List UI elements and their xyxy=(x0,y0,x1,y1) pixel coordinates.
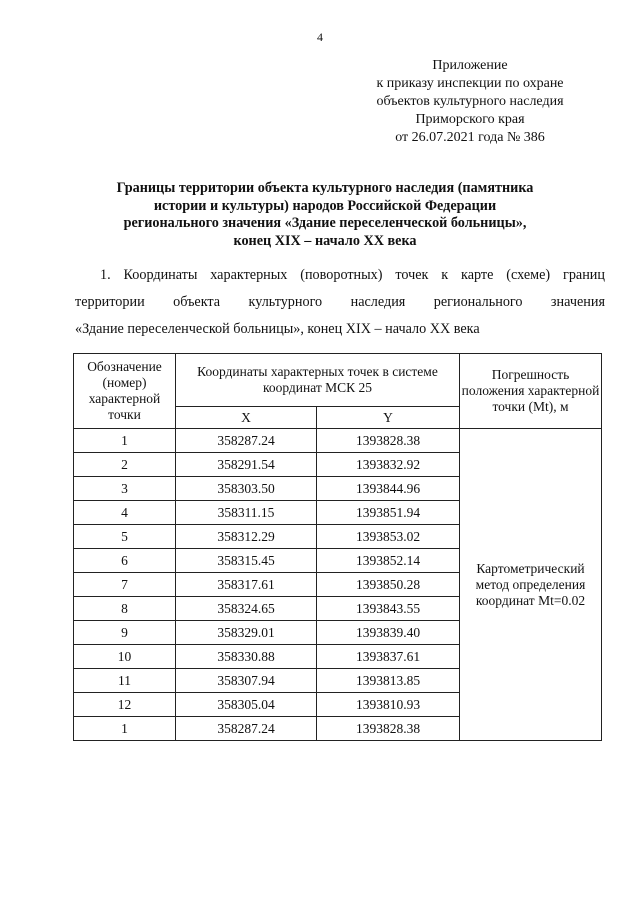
table-header-row xyxy=(74,354,602,407)
cell-point: 2 xyxy=(74,453,176,477)
cell-y: 1393853.02 xyxy=(317,525,460,549)
appendix-block xyxy=(350,57,590,147)
table-row xyxy=(74,429,602,453)
coordinates-table xyxy=(73,353,602,741)
paragraph-line-3: «Здание переселенческой больницы», конец XIX – начало XX века xyxy=(75,321,480,337)
cell-x: 358324.65 xyxy=(176,597,317,621)
title-line: Границы территории объекта культурного наследия (памятника xyxy=(116,180,534,196)
cell-x: 358330.88 xyxy=(176,645,317,669)
paragraph-line-2: территории объекта культурного наследия регионального значения xyxy=(75,294,605,310)
cell-point: 1 xyxy=(74,717,176,741)
title-line: регионального значения «Здание переселенческой больницы», xyxy=(123,215,527,231)
appendix-line: от 26.07.2021 года № 386 xyxy=(395,130,545,145)
cell-y: 1393837.61 xyxy=(317,645,460,669)
cell-y: 1393813.85 xyxy=(317,669,460,693)
cell-point: 4 xyxy=(74,501,176,525)
cell-point: 5 xyxy=(74,525,176,549)
cell-x: 358317.61 xyxy=(176,573,317,597)
cell-x: 358307.94 xyxy=(176,669,317,693)
appendix-line: к приказу инспекции по охране xyxy=(376,76,564,91)
page-number: 4 xyxy=(317,30,323,44)
cell-y: 1393828.38 xyxy=(317,717,460,741)
cell-x: 358291.54 xyxy=(176,453,317,477)
paragraph-line-1: 1. Координаты характерных (поворотных) точек к карте (схеме) границ xyxy=(100,267,605,283)
title-line: конец XIX – начало XX века xyxy=(233,232,417,249)
header-x-cell: X xyxy=(176,407,317,429)
cell-y: 1393844.96 xyxy=(317,477,460,501)
cell-x: 358305.04 xyxy=(176,693,317,717)
cell-point: 8 xyxy=(74,597,176,621)
title-line: истории и культуры) народов Российской Федерации xyxy=(153,197,497,214)
cell-y: 1393839.40 xyxy=(317,621,460,645)
cell-y: 1393850.28 xyxy=(317,573,460,597)
header-point-cell: Обозначение (номер) характерной точки xyxy=(74,354,176,429)
cell-x: 358312.29 xyxy=(176,525,317,549)
header-error-cell: Погрешность положения характерной точки (Mt), м xyxy=(460,354,602,429)
cell-y: 1393832.92 xyxy=(317,453,460,477)
appendix-line: объектов культурного наследия xyxy=(376,94,564,109)
cell-y: 1393810.93 xyxy=(317,693,460,717)
cell-point: 12 xyxy=(74,693,176,717)
document-title xyxy=(90,180,560,250)
cell-x: 358303.50 xyxy=(176,477,317,501)
cell-y: 1393851.94 xyxy=(317,501,460,525)
cell-point: 1 xyxy=(74,429,176,453)
cell-point: 10 xyxy=(74,645,176,669)
appendix-line: Приложение xyxy=(432,58,508,73)
cell-point: 11 xyxy=(74,669,176,693)
cell-point: 6 xyxy=(74,549,176,573)
cell-x: 358311.15 xyxy=(176,501,317,525)
cell-point: 7 xyxy=(74,573,176,597)
cell-x: 358315.45 xyxy=(176,549,317,573)
method-note-cell xyxy=(460,429,602,741)
cell-x: 358329.01 xyxy=(176,621,317,645)
appendix-line: Приморского края xyxy=(415,112,525,127)
header-y-cell: Y xyxy=(317,407,460,429)
cell-y: 1393828.38 xyxy=(317,429,460,453)
header-coords-cell: Координаты характерных точек в системе координат МСК 25 xyxy=(176,354,460,407)
cell-y: 1393852.14 xyxy=(317,549,460,573)
cell-x: 358287.24 xyxy=(176,429,317,453)
method-note: Картометрический метод определения координат Mt=0.02 xyxy=(475,560,586,608)
cell-x: 358287.24 xyxy=(176,717,317,741)
cell-point: 9 xyxy=(74,621,176,645)
cell-point: 3 xyxy=(74,477,176,501)
cell-y: 1393843.55 xyxy=(317,597,460,621)
